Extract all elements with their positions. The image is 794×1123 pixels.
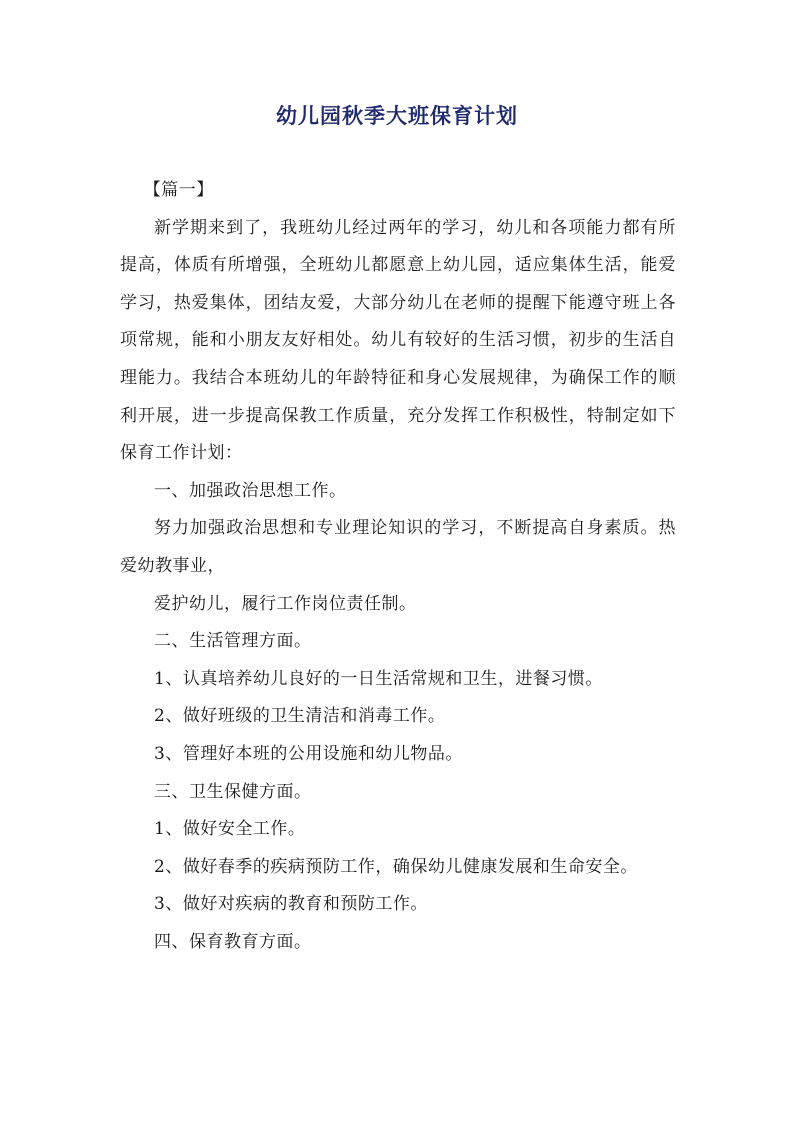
paragraph-political-study: 努力加强政治思想和专业理论知识的学习，不断提高自身素质。热爱幼教事业， (120, 518, 676, 576)
list-item: 1、做好安全工作。 (154, 819, 306, 840)
paragraph-care-children: 爱护幼儿，履行工作岗位责任制。 (154, 593, 417, 614)
heading-life-management: 二、生活管理方面。 (154, 631, 312, 652)
list-item: 1、认真培养幼儿良好的一日生活常规和卫生，进餐习惯。 (154, 668, 603, 689)
heading-political-work: 一、加强政治思想工作。 (154, 480, 347, 501)
document-body (120, 172, 676, 961)
list-item: 2、做好春季的疾病预防工作，确保幼儿健康发展和生命安全。 (154, 856, 638, 877)
list-item: 2、做好班级的卫生清洁和消毒工作。 (154, 706, 446, 727)
document-title: 幼儿园秋季大班保育计划 (276, 103, 518, 128)
section-tag: 【篇一】 (143, 180, 214, 200)
list-item: 3、管理好本班的公用设施和幼儿物品。 (154, 743, 463, 764)
heading-health-care: 三、卫生保健方面。 (154, 781, 312, 802)
heading-education: 四、保育教育方面。 (154, 931, 312, 952)
intro-paragraph: 新学期来到了，我班幼儿经过两年的学习，幼儿和各项能力都有所提高，体质有所增强，全班幼儿都愿意上幼儿园，适应集体生活，能爱学习，热爱集体，团结友爱，大部分幼儿在老师的提醒下能遵守班上各项常规，能和小朋友友好相处。幼儿有较好的生活习惯，初步的生活自理能力。我结合本班幼儿的年龄特征和身心发展规律，为确保工作的顺利开展，进一步提高保教工作质量，充分发挥工作积极性，特制定如下保育工作计划： (120, 217, 676, 464)
list-item: 3、做好对疾病的教育和预防工作。 (154, 894, 428, 915)
